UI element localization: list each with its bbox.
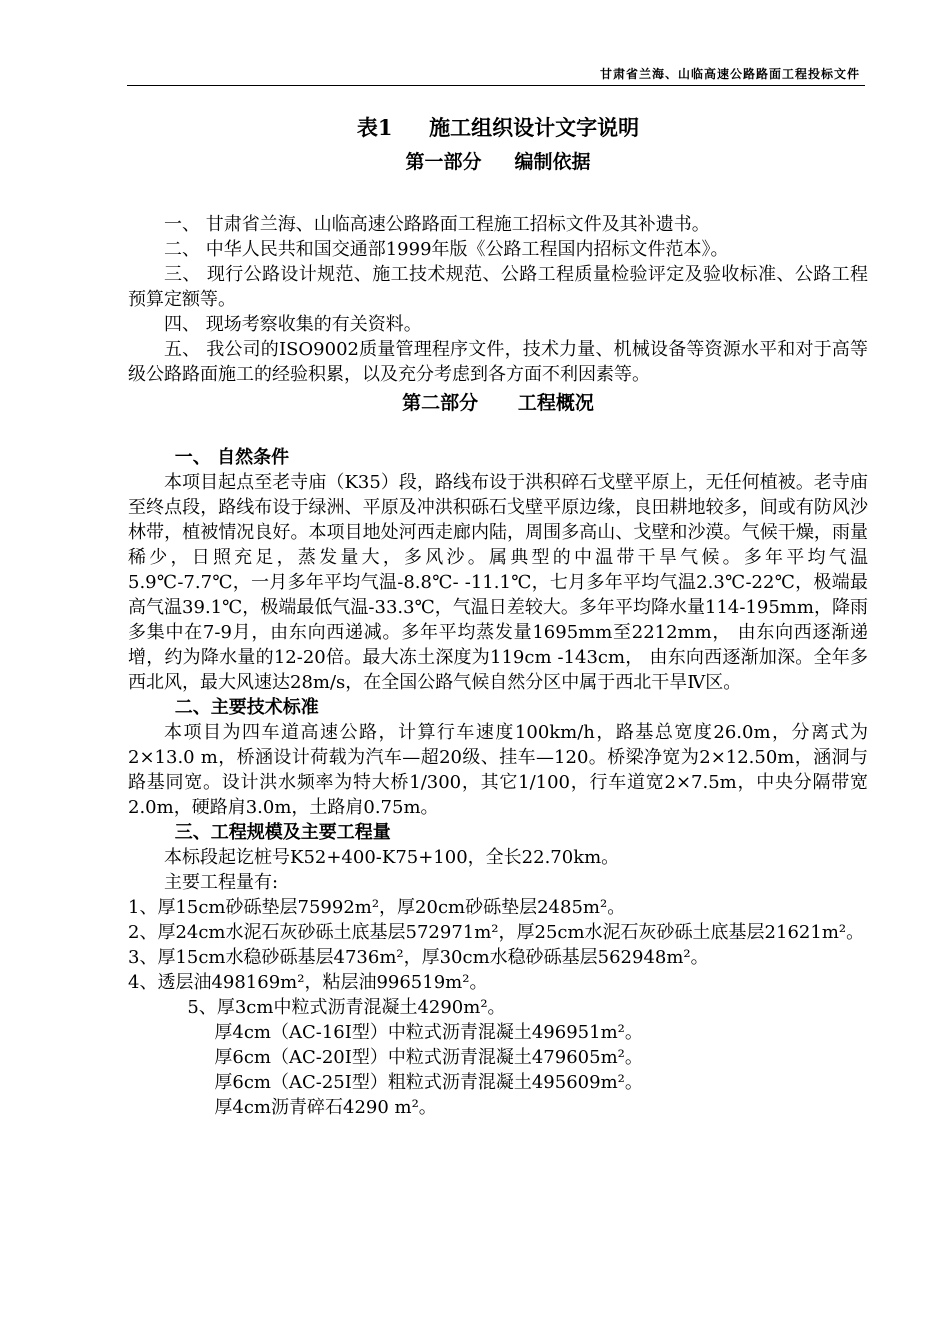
part1-heading: 第一部分 编制依据 [405, 151, 591, 173]
asphalt-item: 厚4cm沥青碎石4290 m²。 [214, 1097, 437, 1118]
basis-item-3: 三、 现行公路设计规范、施工技术规范、公路工程质量检验评定及验收标准、公路工程预算定额等。 [128, 264, 868, 310]
quantity-item: 4、透层油498169m²，粘层油996519m²。 [128, 972, 488, 993]
asphalt-item: 厚4cm（AC-16Ⅰ型）中粒式沥青混凝土496951m²。 [214, 1022, 643, 1043]
asphalt-item: 厚6cm（AC-25Ⅰ型）粗粒式沥青混凝土495609m²。 [214, 1072, 643, 1093]
section-scope-lead: 主要工程量有: [164, 872, 279, 893]
basis-item-5: 五、 我公司的ISO9002质量管理程序文件，技术力量、机械设备等资源水平和对于高等级公路路面施工的经验积累，以及充分考虑到各方面不利因素等。 [128, 339, 868, 385]
document-header-title: 甘肃省兰海、山临高速公路路面工程投标文件 [599, 67, 860, 81]
basis-item-1: 一、 甘肃省兰海、山临高速公路路面工程施工招标文件及其补遗书。 [164, 214, 710, 235]
section-natural-conditions-text: 本项目起点至老寺庙（K35）段，路线布设于洪积碎石戈壁平原上，无任何植被。老寺庙至终点段，路线布设于绿洲、平原及冲洪积砾石戈壁平原边缘，良田耕地较多，间或有防风沙林带，植被情况良好。本项目地处河西走廊内陆，周围多高山、戈壁和沙漠。气候干燥，雨量稀少，日照充足，蒸发量大，多风沙。属典型的中温带干旱气候。多年平均气温5.9℃-7.7℃，一月多年平均气温-8.8℃- -11.1℃，七月多年平均气温2.3℃-22℃，极端最高气温39.1℃，极端最低气温-33.3℃，气温日差较大。多年平均降水量114-195mm，降雨多集中在7-9月，由东向西递减。多年平均蒸发量1695mm至2212mm， 由东向西逐渐递增，约为降水量的12-20倍。最大冻土深度为119cm -143cm， 由东向西逐渐加深。全年多西北风，最大风速达28m/s，在全国公路气候自然分区中属于西北干旱Ⅳ区。 [128, 472, 868, 693]
quantity-item: 2、厚24cm水泥石灰砂砾土底基层572971m²，厚25cm水泥石灰砂砾土底基层21621m²。 [128, 922, 865, 943]
section-scope-heading: 三、工程规模及主要工程量 [174, 822, 391, 843]
section-tech-standards-heading: 二、主要技术标准 [174, 697, 319, 718]
asphalt-item: 5、厚3cm中粒式沥青混凝土4290m²。 [187, 997, 506, 1018]
section-natural-conditions-heading: 一、 自然条件 [174, 447, 290, 468]
table-title: 表1 施工组织设计文字说明 [356, 115, 640, 140]
quantity-item: 1、厚15cm砂砾垫层75992m²，厚20cm砂砾垫层2485m²。 [128, 897, 626, 918]
section-scope-intro: 本标段起讫桩号K52+400-K75+100，全长22.70km。 [164, 847, 620, 868]
quantity-item: 3、厚15cm水稳砂砾基层4736m²，厚30cm水稳砂砾基层562948m²。 [128, 947, 709, 968]
header-divider [127, 85, 865, 86]
basis-item-2: 二、 中华人民共和国交通部1999年版《公路工程国内招标文件范本》。 [164, 239, 729, 260]
asphalt-item: 厚6cm（AC-20Ⅰ型）中粒式沥青混凝土479605m²。 [214, 1047, 643, 1068]
part2-heading: 第二部分 工程概况 [402, 392, 594, 414]
basis-item-4: 四、 现场考察收集的有关资料。 [164, 314, 422, 335]
section-tech-standards-text: 本项目为四车道高速公路，计算行车速度100km/h，路基总宽度26.0m，分离式为2×13.0 m，桥涵设计荷载为汽车—超20级、挂车—120。桥梁净宽为2×12.50m，涵洞与路基同宽。设计洪水频率为特大桥1/300，其它1/100，行车道宽2×7.5m，中央分隔带宽2.0m，硬路肩3.0m，土路肩0.75m。 [128, 722, 868, 818]
document-body [128, 110, 868, 1120]
